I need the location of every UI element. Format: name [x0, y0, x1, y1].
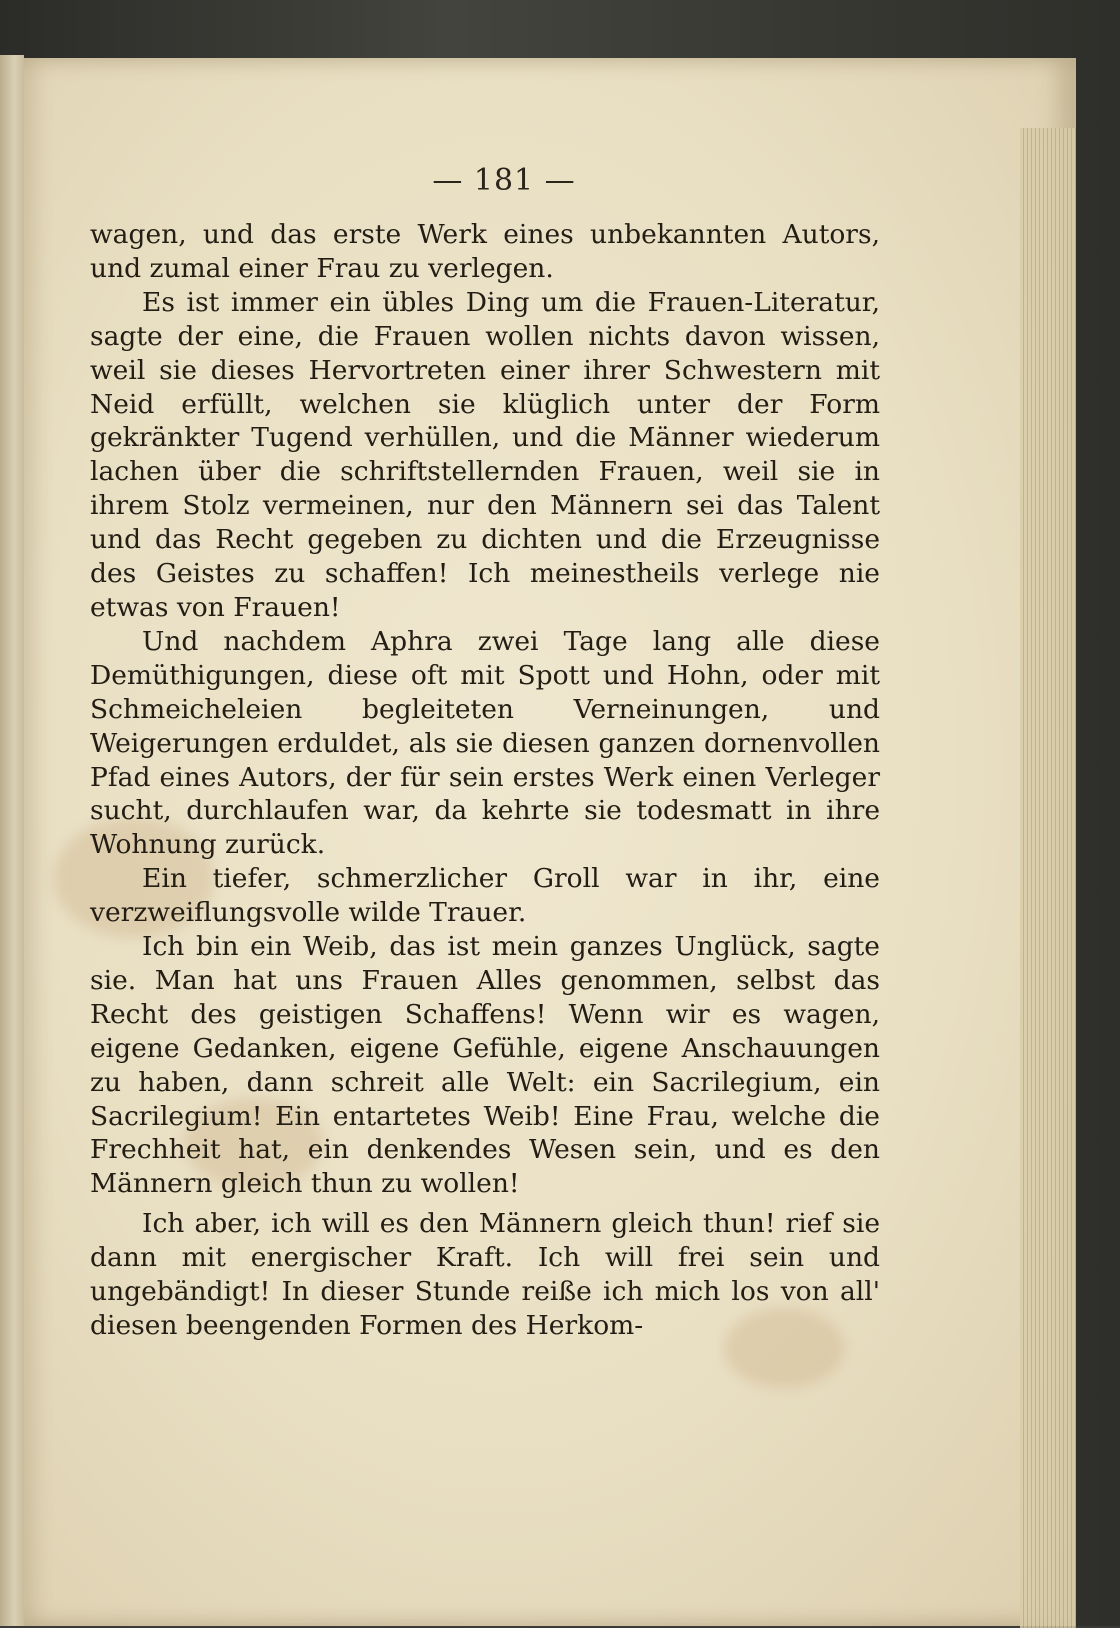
page-number: — 181 —	[432, 163, 576, 198]
book-page	[24, 58, 1076, 1626]
paragraph-1: wagen, und das erste Werk eines unbekannten Autors, und zumal einer Frau zu verlegen.	[90, 219, 880, 284]
paragraph-6: Ich aber, ich will es den Männern gleich thun! rief sie dann mit energischer Kraft. Ich will frei sein und ungebändigt! In dieser Stunde reiße ich mich los von all' diesen beengenden Formen des Herkom-	[90, 1208, 880, 1341]
paragraph-3: Und nachdem Aphra zwei Tage lang alle diese Demüthigungen, diese oft mit Spott und Hohn, oder mit Schmeicheleien begleiteten Verneinungen, und Weigerungen erduldet, als sie diesen ganzen dornenvollen Pfad eines Autors, der für sein erstes Werk einen Verleger sucht, durchlaufen war, da kehrte sie todesmatt in ihre Wohnung zurück.	[90, 625, 880, 861]
paragraph-4: Ein tiefer, schmerzlicher Groll war in ihr, eine verzweiflungsvolle wilde Trauer.	[90, 863, 880, 929]
body-text	[90, 218, 880, 1343]
page-stack-edge	[1020, 128, 1076, 1628]
paragraph-2: Es ist immer ein übles Ding um die Frauen-Literatur, sagte der eine, die Frauen wollen nichts davon wissen, weil sie dieses Hervortreten einer ihrer Schwestern mit Neid erfüllt, welchen sie klüglich unter der Form gekränkter Tugend verhüllen, und die Männer wiederum lachen über die schriftstellernden Frauen, weil sie in ihrem Stolz vermeinen, nur den Männern sei das Talent und das Recht gegeben zu dichten und die Erzeugnisse des Geistes zu schaffen! Ich meinestheils verlege nie etwas von Frauen!	[90, 286, 880, 623]
left-page-edge	[0, 55, 24, 1626]
paragraph-5: Ich bin ein Weib, das ist mein ganzes Unglück, sagte sie. Man hat uns Frauen Alles genommen, selbst das Recht des geistigen Schaffens! Wenn wir es wagen, eigene Gedanken, eigene Gefühle, eigene Anschauungen zu haben, dann schreit alle Welt: ein Sacrilegium, ein Sacrilegium! Ein entartetes Weib! Eine Frau, welche die Frechheit hat, ein denkendes Wesen sein, und es den Männern gleich thun zu wollen!	[90, 931, 880, 1200]
